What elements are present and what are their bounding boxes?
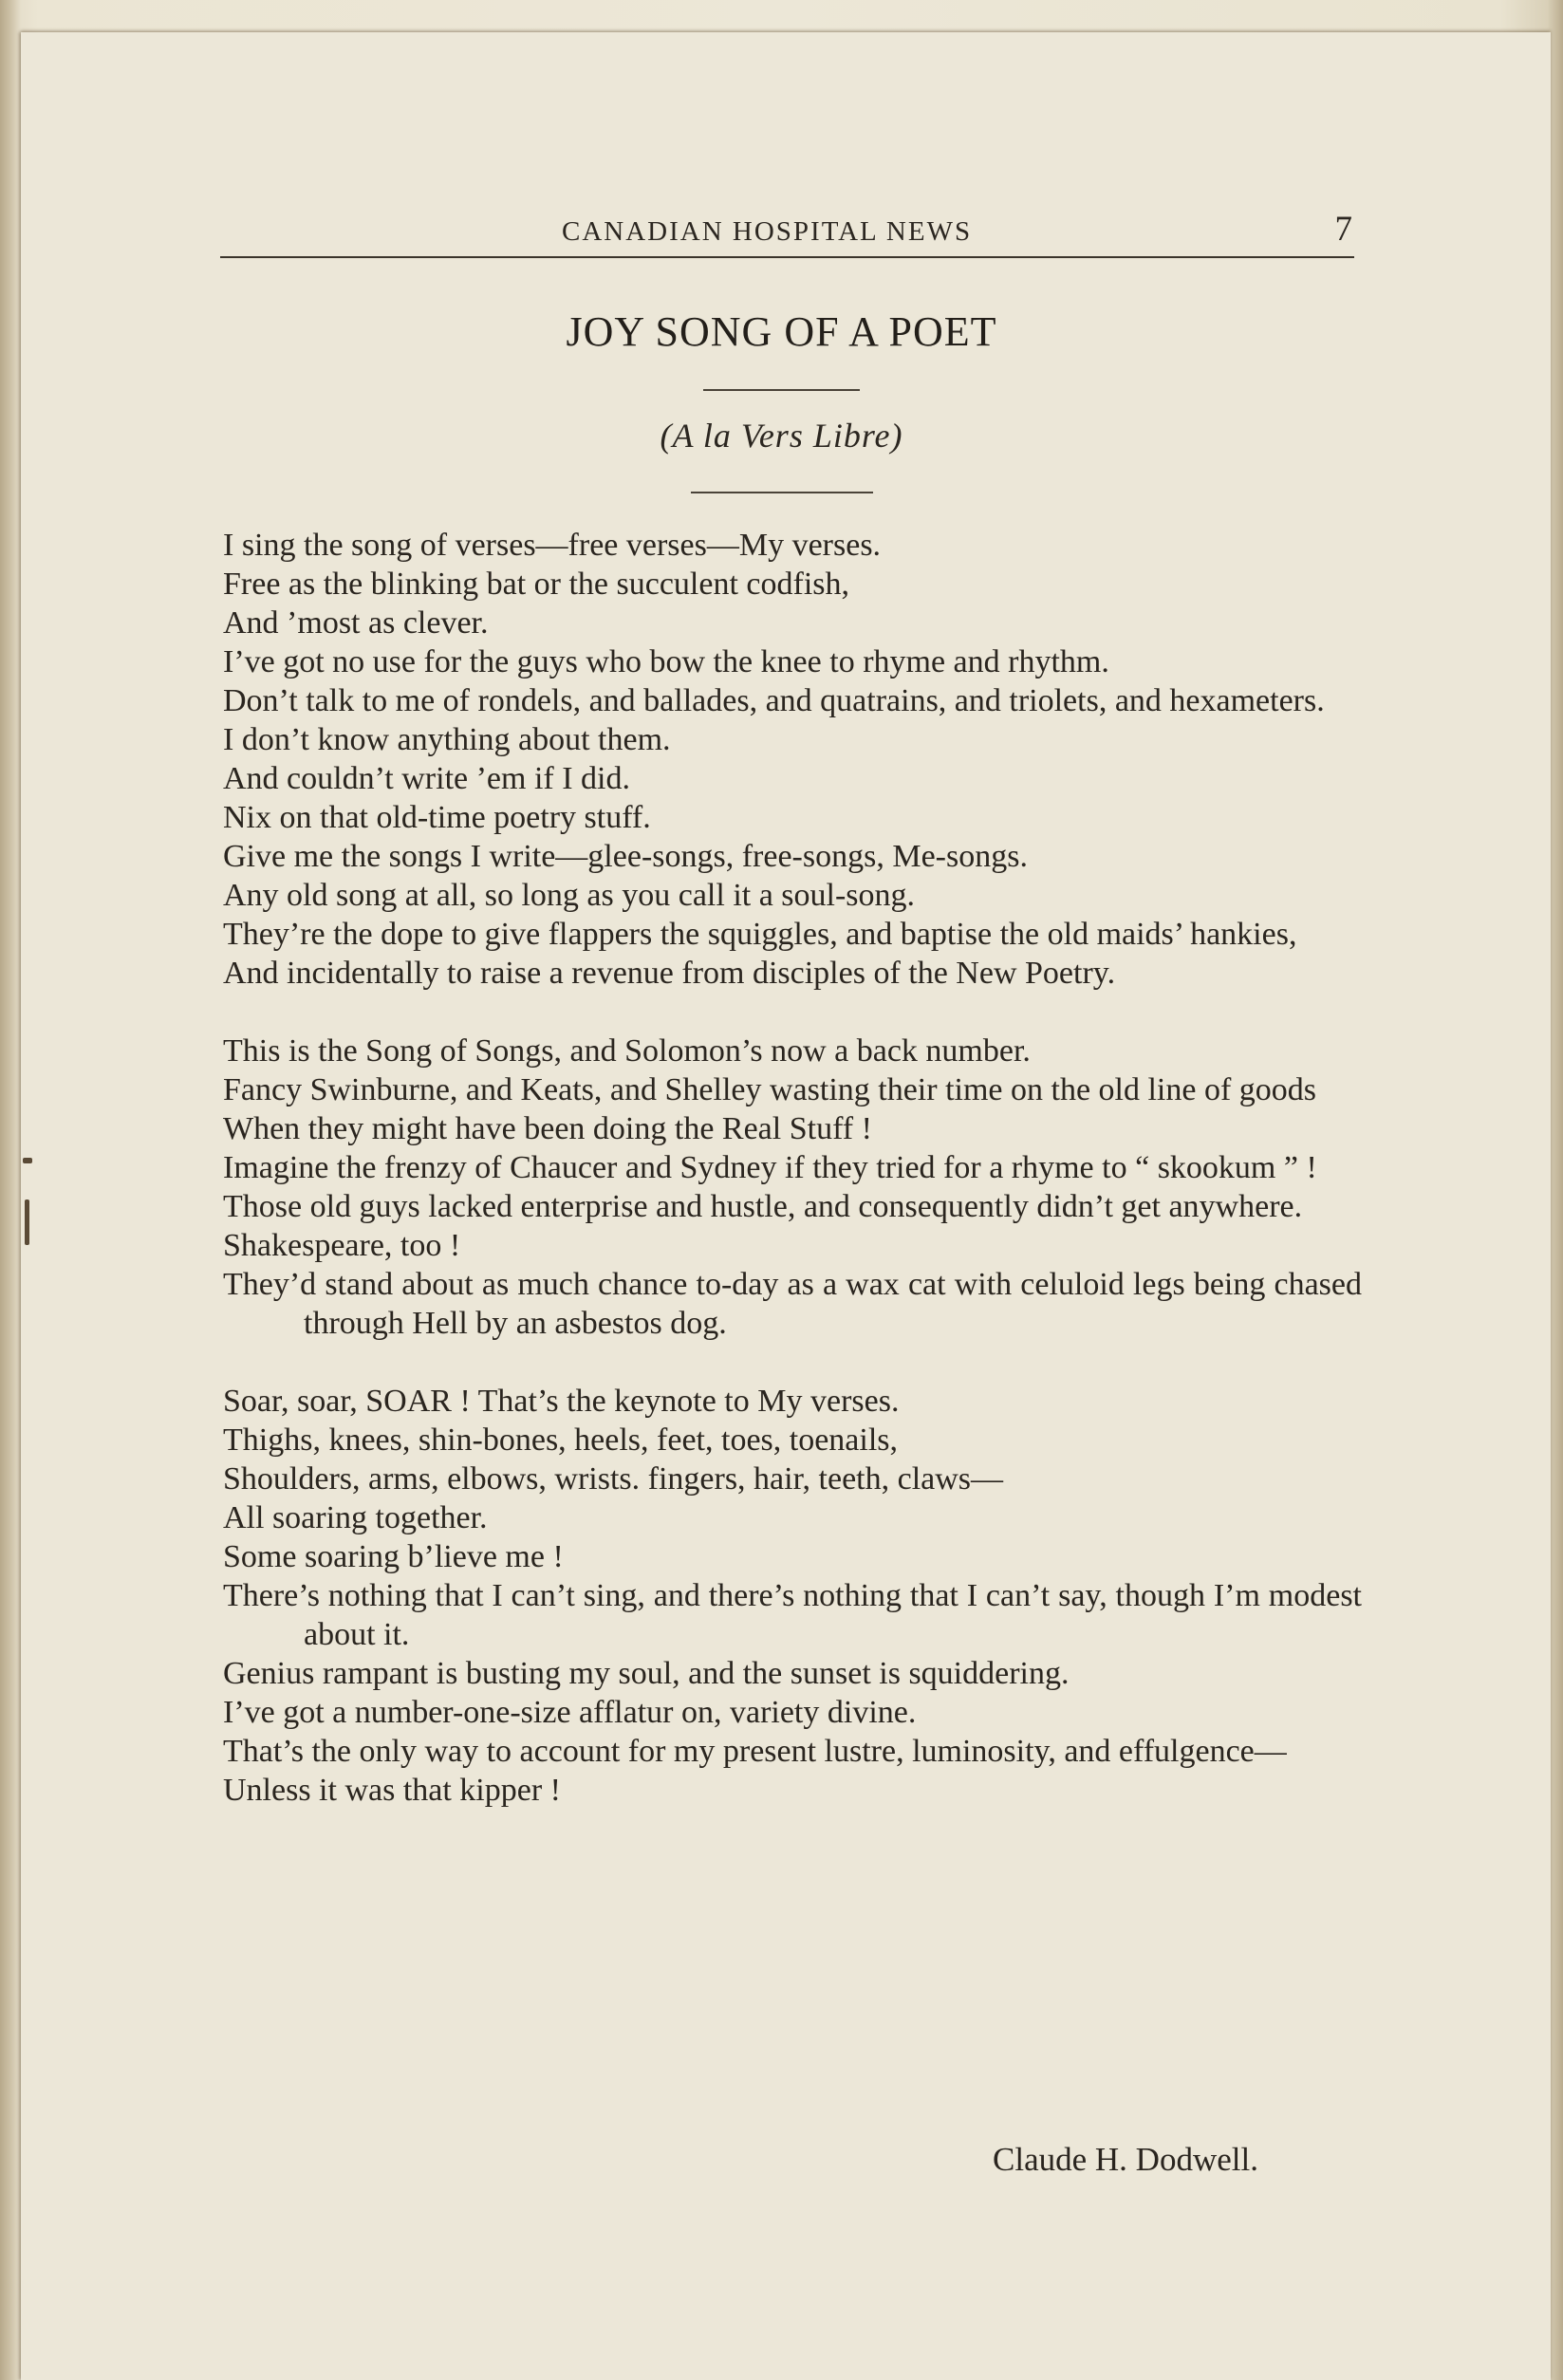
binding-thread-mark [23,1158,32,1163]
running-head: CANADIAN HOSPITAL NEWS [562,216,973,247]
poem-subtitle: (A la Vers Libre) [660,417,903,455]
poem-line: I’ve got a number-one-size afflatur on, variety divine. [223,1695,917,1730]
poem-line: And incidentally to raise a revenue from disciples of the New Poetry. [223,956,1116,991]
poem-line: Fancy Swinburne, and Keats, and Shelley wasting their time on the old line of goods [223,1072,1317,1107]
poem-line: Soar, soar, SOAR ! That’s the keynote to My verses. [223,1384,900,1419]
poem-line: This is the Song of Songs, and Solomon’s now a back number. [223,1033,1031,1069]
title-divider [703,389,860,391]
poem-line: Don’t talk to me of rondels, and ballades, and quatrains, and triolets, and hexameters. [223,683,1325,718]
header-rule [220,256,1354,258]
poem-line: And ’most as clever. [223,605,489,641]
poem-line: I sing the song of verses—free verses—My verses. [223,528,882,563]
poem-line: Shakespeare, too ! [223,1228,461,1263]
stanza [223,1382,1362,1810]
poem-body [223,526,1362,1810]
page-number: 7 [1334,210,1352,249]
binding-staple-mark [25,1199,29,1245]
poem-line: Give me the songs I write—glee-songs, free-songs, Me-songs. [223,839,1028,874]
poem-line: I’ve got no use for the guys who bow the knee to rhyme and rhythm. [223,644,1109,679]
poem-line: All soaring together. [223,1500,488,1535]
poem-line: That’s the only way to account for my present lustre, luminosity, and effulgence— [223,1734,1287,1769]
poem-line: Nix on that old-time poetry stuff. [223,800,651,835]
stanza [223,1032,1362,1343]
page-header [220,210,1354,258]
poem-line: I don’t know anything about them. [223,722,671,757]
poem-line: There’s nothing that I can’t sing, and there’s nothing that I can’t say, though I’m modest about it. [223,1578,1362,1652]
poem-line: Free as the blinking bat or the succulent codfish, [223,567,849,602]
stanza [223,526,1362,993]
poem-line: Imagine the frenzy of Chaucer and Sydney if they tried for a rhyme to “ skookum ” ! [223,1150,1317,1185]
poem-line: Any old song at all, so long as you call it a soul-song. [223,878,916,913]
poem-line: Those old guys lacked enterprise and hustle, and consequently didn’t get anywhere. [223,1189,1303,1224]
poem-line: When they might have been doing the Real Stuff ! [223,1111,872,1146]
poem-line: They’d stand about as much chance to-day as a wax cat with celuloid legs being chased through Hell by an asbestos dog. [223,1267,1362,1341]
poem-line: Thighs, knees, shin-bones, heels, feet, toes, toenails, [223,1422,899,1458]
poem-line: Some soaring b’lieve me ! [223,1539,564,1574]
poem-title: JOY SONG OF A POET [566,308,997,355]
poem-line: And couldn’t write ’em if I did. [223,761,631,796]
author-signature: Claude H. Dodwell. [993,2141,1258,2178]
poem-line: Genius rampant is busting my soul, and the sunset is squiddering. [223,1656,1070,1691]
poem-line: Shoulders, arms, elbows, wrists. fingers, hair, teeth, claws— [223,1461,1004,1497]
poem-line: They’re the dope to give flappers the squiggles, and baptise the old maids’ hankies, [223,917,1297,952]
subtitle-divider [691,492,873,493]
poem-line: Unless it was that kipper ! [223,1773,561,1808]
